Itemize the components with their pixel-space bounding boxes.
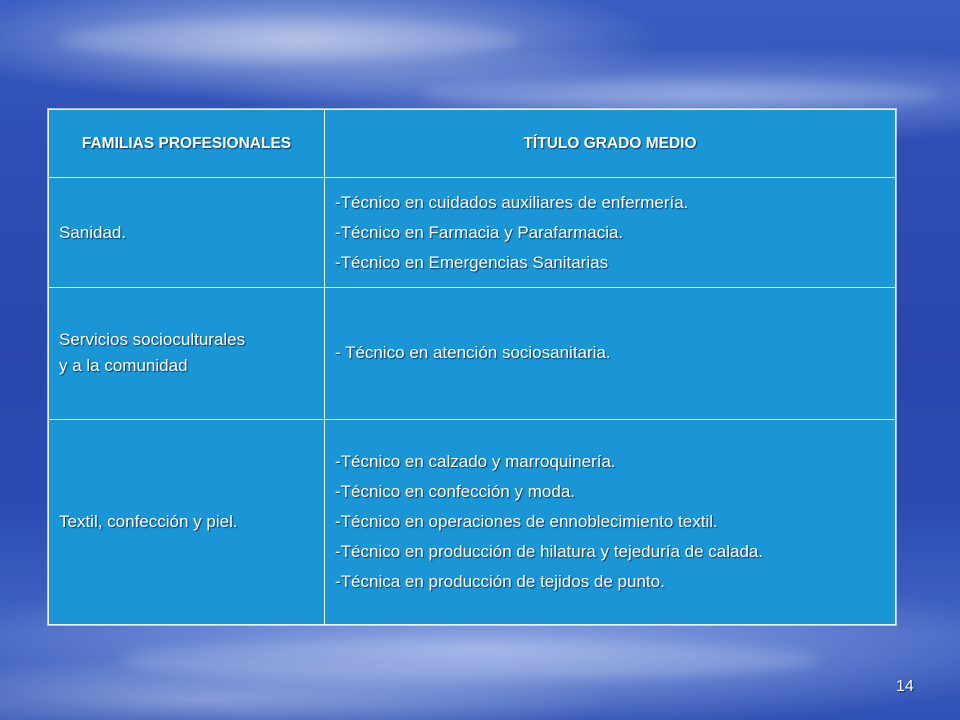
background-cloud-streak xyxy=(420,80,940,108)
titles-cell xyxy=(325,288,896,419)
titles-cell xyxy=(325,419,896,624)
title-item: -Técnico en cuidados auxiliares de enfermería. xyxy=(335,192,689,212)
page-number: 14 xyxy=(896,678,914,695)
title-item: -Técnico en producción de hilatura y tejeduría de calada. xyxy=(335,541,764,561)
title-item: -Técnica en producción de tejidos de punto. xyxy=(335,571,665,591)
table-row xyxy=(49,419,896,624)
table-row xyxy=(49,288,896,419)
background-cloud-streak xyxy=(60,20,520,60)
title-item: -Técnico en Emergencias Sanitarias xyxy=(335,252,609,272)
titles-cell xyxy=(325,178,896,288)
title-item: -Técnico en confección y moda. xyxy=(335,481,576,501)
title-item: - Técnico en atención sociosanitaria. xyxy=(335,343,611,363)
family-label: Sanidad. xyxy=(59,222,127,242)
title-item: -Técnico en calzado y marroquinería. xyxy=(335,451,616,471)
title-item: -Técnico en Farmacia y Parafarmacia. xyxy=(335,222,624,242)
table-header-row xyxy=(49,110,896,178)
family-label: y a la comunidad xyxy=(59,356,188,376)
header-titles: TÍTULO GRADO MEDIO xyxy=(325,110,896,178)
background-cloud-streak xyxy=(120,640,820,680)
family-cell xyxy=(49,288,325,419)
family-label: Servicios socioculturales xyxy=(59,330,246,350)
family-cell xyxy=(49,419,325,624)
table-row xyxy=(49,178,896,288)
families-titles-table xyxy=(48,109,896,625)
family-label: Textil, confección y piel. xyxy=(59,511,238,531)
family-cell xyxy=(49,178,325,288)
title-item: -Técnico en operaciones de ennoblecimiento textil. xyxy=(335,511,718,531)
header-families: FAMILIAS PROFESIONALES xyxy=(49,110,325,178)
